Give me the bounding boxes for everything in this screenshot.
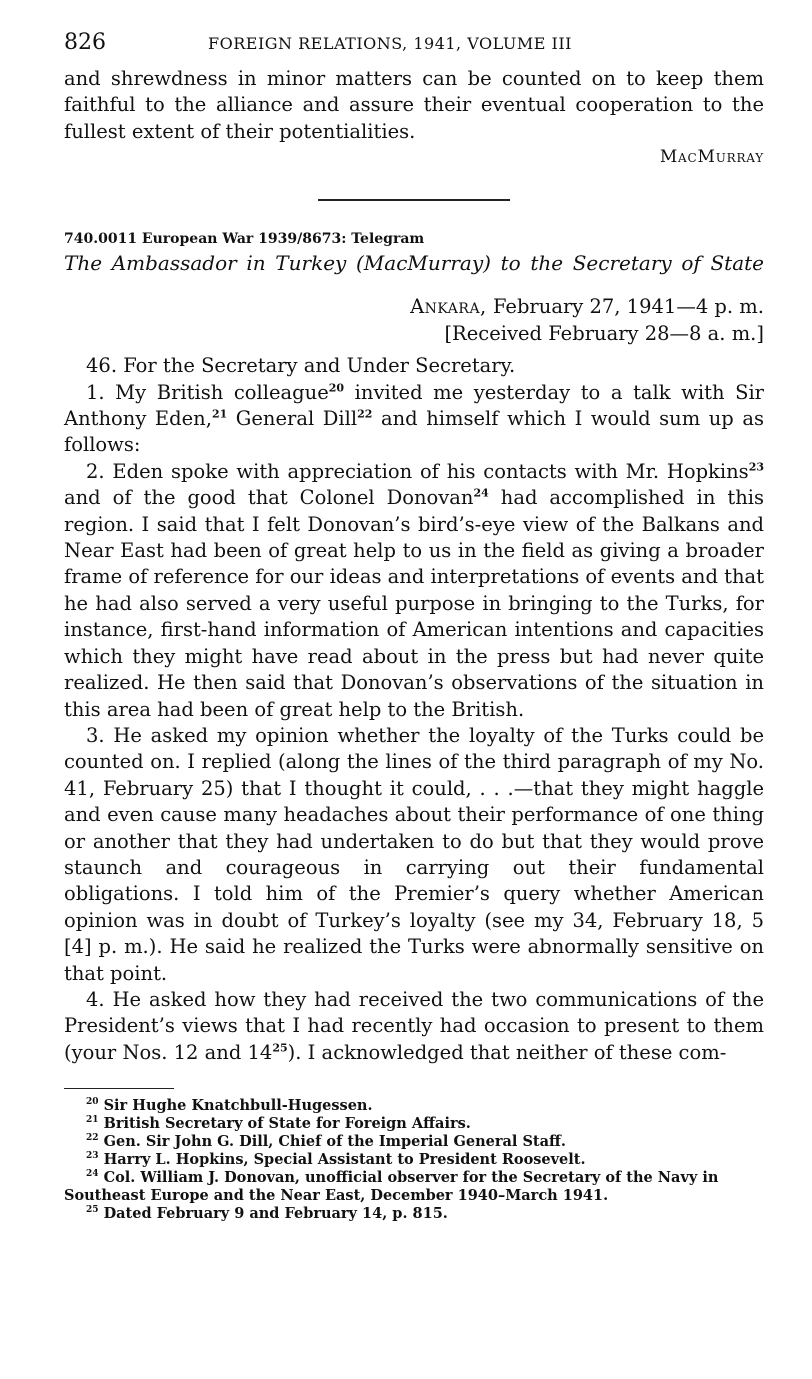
document-title: The Ambassador in Turkey (MacMurray) to the Secretary of State <box>64 251 764 276</box>
footnote-text: Sir Hughe Knatchbull-Hugessen. <box>98 1097 373 1115</box>
paragraph-1-text: General Dill <box>227 407 358 431</box>
footnote-ref-23[interactable]: 23 <box>748 460 764 474</box>
paragraph-4-text: ). I acknowledged that neither of these com- <box>287 1040 727 1064</box>
paragraph-1-text: invited me yesterday to a talk with Sir Anthony Eden, <box>64 380 764 431</box>
dateline-date: February 27, 1941—4 p. m. <box>486 295 764 319</box>
running-head: FOREIGN RELATIONS, 1941, VOLUME III <box>208 34 572 53</box>
footnote-number: 24 <box>86 1169 99 1180</box>
dateline-place: Ankara, <box>410 295 487 319</box>
signature: MacMurray <box>659 147 764 168</box>
footnote-25 <box>64 1205 764 1223</box>
paragraph-1-text: and himself which I would sum up as follows: <box>64 407 764 457</box>
footnote-number: 25 <box>86 1205 99 1216</box>
footnote-21 <box>64 1115 764 1133</box>
paragraph-46: 46. For the Secretary and Under Secretary. <box>86 354 516 378</box>
paragraph-3: 3. He asked my opinion whether the loyalty of the Turks could be counted on. I replied (along the lines of the third paragraph of my No. 41, February 25) that I thought it could, . . .—that they might haggle and even cause many headaches about their performance of one thing or another that they had undertaken to do but that they would prove staunch and courageous in carrying out their fundamental obligations. I told him of the Premier’s query whether American opinion was in doubt of Turkey’s loyalty (see my 34, February 18, 5 [4] p. m.). He said he realized the Turks were abnormally sensitive on that point. <box>64 723 764 985</box>
footnote-ref-21[interactable]: 21 <box>211 407 228 421</box>
footnotes <box>64 1097 764 1223</box>
footnote-text: Col. William J. Donovan, unofficial observer for the Secretary of the Navy in Southeast Europe and the Near East, December 1940–March 1941. <box>64 1169 719 1205</box>
document-reference: 740.0011 European War 1939/8673: Telegram <box>64 231 425 248</box>
received-line: [Received February 28—8 a. m.] <box>444 322 764 346</box>
footnote-22 <box>64 1133 764 1151</box>
footnote-text: Gen. Sir John G. Dill, Chief of the Imperial General Staff. <box>98 1133 566 1151</box>
footnote-24 <box>64 1169 764 1205</box>
paragraph-2-text: 2. Eden spoke with appreciation of his contacts with Mr. Hopkins <box>86 459 749 483</box>
paragraph-2-text: and of the good that Colonel Donovan <box>64 486 474 510</box>
paragraph-2 <box>64 459 764 723</box>
footnote-20 <box>64 1097 764 1115</box>
section-divider <box>318 199 510 201</box>
page-header <box>64 30 764 66</box>
paragraph-4 <box>64 987 764 1066</box>
dateline <box>64 293 764 320</box>
footnote-text: Dated February 9 and February 14, p. 815. <box>98 1205 448 1223</box>
footnote-23 <box>64 1151 764 1169</box>
footnote-number: 21 <box>86 1115 99 1126</box>
paragraph-2-text: had accomplished in this region. I said that I felt Donovan’s bird’s-eye view of the Balkans and Near East had been of great help to us in the field as giving a broader frame of reference for our ideas and interpretations of events and that he had also served a very useful purpose in bringing to the Turks, for instance, first-hand information of American intentions and capacities which they might have read about in the press but had never quite realized. He then said that Donovan’s observations of the situation in this area had been of great help to the British. <box>64 486 764 721</box>
paragraph-4-text: 4. He asked how they had received the two communications of the President’s views that I had recently had occasion to present to them (your Nos. 12 and 14 <box>64 987 764 1064</box>
footnote-number: 23 <box>86 1151 99 1162</box>
footnote-number: 22 <box>86 1133 99 1144</box>
preceding-paragraph: and shrewdness in minor matters can be counted on to keep them faithful to the alliance and assure their eventual cooperation to the fullest extent of their potentialities. <box>64 67 764 143</box>
footnote-ref-20[interactable]: 20 <box>328 381 345 395</box>
paragraph-1 <box>64 380 764 459</box>
page-number: 826 <box>64 30 106 55</box>
footnote-text: Harry L. Hopkins, Special Assistant to President Roosevelt. <box>98 1151 586 1169</box>
footnote-text: British Secretary of State for Foreign Affairs. <box>98 1115 471 1133</box>
footnote-ref-25[interactable]: 25 <box>272 1041 288 1055</box>
paragraph-1-text: 1. My British colleague <box>86 380 329 404</box>
footnote-ref-22[interactable]: 22 <box>357 407 373 421</box>
footnote-number: 20 <box>86 1097 99 1108</box>
footnote-rule <box>64 1088 174 1089</box>
footnote-ref-24[interactable]: 24 <box>473 486 489 500</box>
